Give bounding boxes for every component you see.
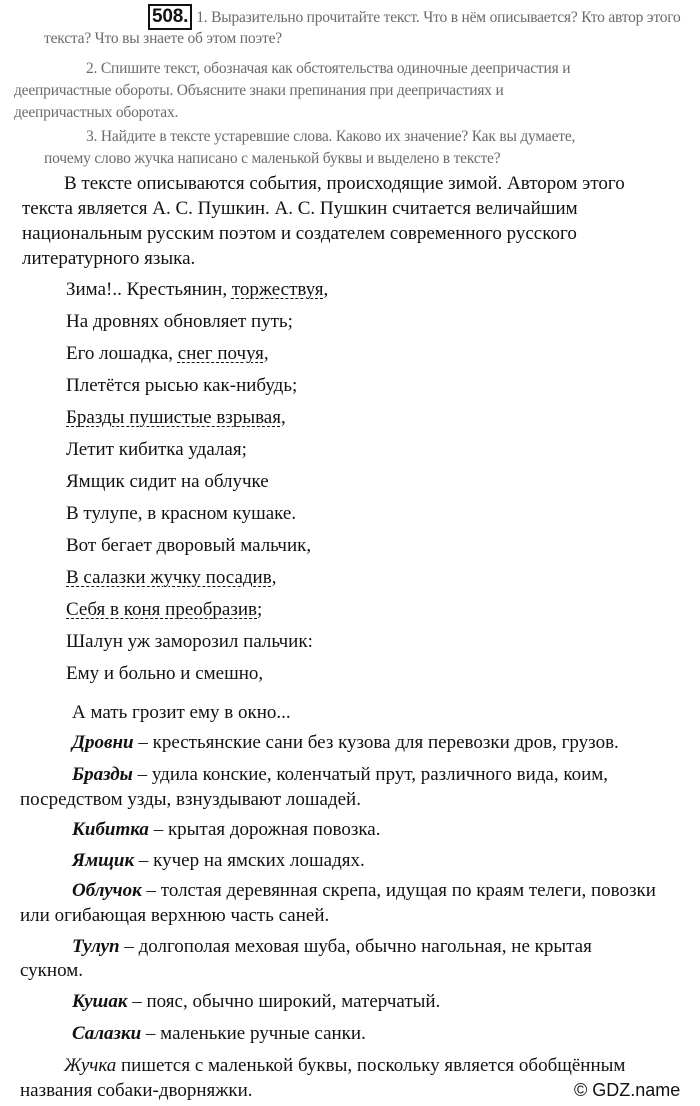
task-3-line-2: почему слово жучка написано с маленькой буквы и выделено в тексте? xyxy=(44,150,501,167)
definition: Кибитка – крытая дорожная повозка. xyxy=(72,819,381,840)
poem-line: Летит кибитка удалая; xyxy=(66,439,247,460)
poem-line: На дровнях обновляет путь; xyxy=(66,311,293,332)
conclusion-cont: названия собаки-дворняжки. xyxy=(20,1080,253,1101)
conclusion: Жучка пишется с маленькой буквы, поскольку является обобщённым xyxy=(64,1055,626,1076)
definition-cont: или огибающая верхнюю часть саней. xyxy=(20,905,330,926)
definition: Кушак – пояс, обычно широкий, матерчатый. xyxy=(72,991,441,1012)
poem-line: Плетётся рысью как-нибудь; xyxy=(66,375,298,396)
definition-cont: сукном. xyxy=(20,960,83,981)
definition: Дровни – крестьянские сани без кузова для перевозки дров, грузов. xyxy=(72,732,619,753)
poem-line: В салазки жучку посадив, xyxy=(66,567,277,588)
watermark: © GDZ.name xyxy=(574,1080,681,1100)
poem-line: Его лошадка, снег почуя, xyxy=(66,343,269,364)
poem-line: Вот бегает дворовый мальчик, xyxy=(66,535,312,556)
task-1-line-2: текста? Что вы знаете об этом поэте? xyxy=(44,30,282,47)
poem-line: Себя в коня преобразив; xyxy=(66,599,263,620)
definition-cont: посредством узды, взнуздывают лошадей. xyxy=(20,789,361,810)
definition: Тулуп – долгополая меховая шуба, обычно нагольная, не крытая xyxy=(72,936,592,957)
definition: Облучок – толстая деревянная скрепа, идущая по краям телеги, повозки xyxy=(72,880,656,901)
intro-line: текста является А. С. Пушкин. А. С. Пушкин считается величайшим xyxy=(22,198,578,219)
poem-line: Бразды пушистые взрывая, xyxy=(66,407,286,428)
poem-line: Зима!.. Крестьянин, торжествуя, xyxy=(66,279,329,300)
task-text: 1. Выразительно прочитайте текст. Что в нём описывается? Кто автор этого xyxy=(196,9,681,26)
poem-line: В тулупе, в красном кушаке. xyxy=(66,503,297,524)
definition: Салазки – маленькие ручные санки. xyxy=(72,1023,366,1044)
intro-line: национальным русским поэтом и создателем современного русского xyxy=(22,223,577,244)
task-1-line-1 xyxy=(148,4,681,30)
task-2-line-1: 2. Спишите текст, обозначая как обстоятельства одиночные деепричастия и xyxy=(86,60,571,77)
task-3-line-1: 3. Найдите в тексте устаревшие слова. Каково их значение? Как вы думаете, xyxy=(86,128,576,145)
exercise-number: 508. xyxy=(148,4,192,30)
intro-line: В тексте описываются события, происходящие зимой. Автором этого xyxy=(64,173,625,194)
task-2-line-3: деепричастных оборотах. xyxy=(14,104,179,121)
poem-line: А мать грозит ему в окно... xyxy=(72,702,291,723)
poem-line: Шалун уж заморозил пальчик: xyxy=(66,631,313,652)
task-2-line-2: деепричастные обороты. Объясните знаки препинания при деепричастиях и xyxy=(14,82,504,99)
intro-line: литературного языка. xyxy=(22,248,196,269)
definition: Ямщик – кучер на ямских лошадях. xyxy=(72,850,365,871)
poem-line: Ямщик сидит на облучке xyxy=(66,471,269,492)
definition: Бразды – удила конские, коленчатый прут, различного вида, коим, xyxy=(72,764,609,785)
poem-line: Ему и больно и смешно, xyxy=(66,663,264,684)
